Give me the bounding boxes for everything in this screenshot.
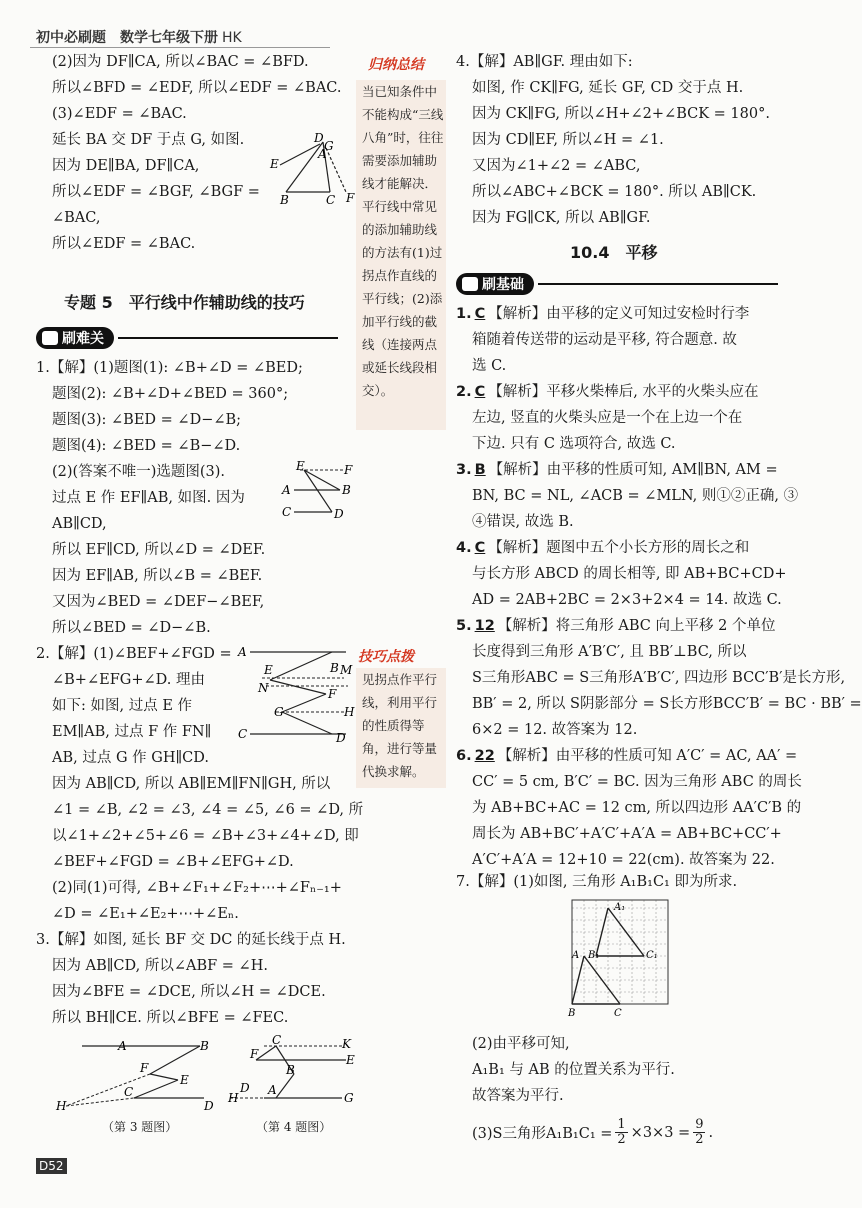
svg-text:H: H bbox=[344, 705, 355, 719]
q7-line: 故答案为平行. bbox=[472, 1088, 564, 1104]
basic-item-line: 6×2 = 12. 故答案为 12. bbox=[472, 722, 638, 738]
svg-text:B: B bbox=[286, 1063, 295, 1077]
explanation-text: 【解析】将三角形 ABC 向上平移 2 个单位 bbox=[497, 618, 776, 634]
q4-line: 因为 FG∥CK, 所以 AB∥GF. bbox=[472, 210, 651, 226]
basic-item-line: 左边, 竖直的火柴头应是一个在上边一个在 bbox=[472, 410, 743, 426]
svg-text:A: A bbox=[268, 1083, 277, 1097]
q3-line: 3.【解】如图, 延长 BF 交 DC 的延长线于点 H. bbox=[36, 932, 346, 948]
svg-text:C₁: C₁ bbox=[646, 950, 658, 961]
text-line: ∠BAC, bbox=[52, 210, 101, 226]
svg-text:C: C bbox=[124, 1085, 134, 1099]
figure-q2 bbox=[236, 644, 356, 744]
svg-text:A₁: A₁ bbox=[614, 902, 626, 913]
figure-caption: （第 3 题图） bbox=[102, 1120, 178, 1134]
answer-choice: C bbox=[474, 384, 486, 400]
basic-item-line: S三角形ABC = S三角形A′B′C′, 四边形 BCC′B′是长方形, bbox=[472, 670, 846, 686]
book-icon bbox=[462, 277, 478, 291]
svg-text:H: H bbox=[56, 1099, 67, 1113]
q2-line: ∠B+∠EFG+∠D. 理由 bbox=[52, 672, 205, 688]
q1-line: 题图(4): ∠BED = ∠B−∠D. bbox=[52, 438, 241, 454]
answer-choice: 12 bbox=[474, 618, 495, 634]
fraction-denominator: 2 bbox=[695, 1132, 704, 1147]
answer-choice: C bbox=[474, 540, 486, 556]
svg-text:K: K bbox=[342, 1037, 351, 1051]
side-note-title: 归纳总结 bbox=[368, 57, 424, 73]
svg-text:G: G bbox=[274, 705, 284, 719]
fraction-numerator: 9 bbox=[695, 1117, 704, 1132]
svg-text:D: D bbox=[204, 1099, 214, 1113]
q2-line: 以∠1+∠2+∠5+∠6 = ∠B+∠3+∠4+∠D, 即 bbox=[52, 828, 359, 844]
q2-line: 因为 AB∥CD, 所以 AB∥EM∥FN∥GH, 所以 bbox=[52, 776, 331, 792]
svg-text:N: N bbox=[258, 681, 269, 695]
figure-q7-grid bbox=[566, 896, 676, 1020]
section-title: 10.4 平移 bbox=[570, 243, 658, 262]
q2-line: EM∥AB, 过点 F 作 FN∥ bbox=[52, 724, 212, 740]
q4-line: 因为 CD∥EF, 所以∠H = ∠1. bbox=[472, 132, 664, 148]
svg-text:A: A bbox=[318, 147, 327, 161]
q3-line: 所以 BH∥CE. 所以∠BFE = ∠FEC. bbox=[52, 1010, 289, 1026]
svg-text:A: A bbox=[572, 950, 580, 961]
explanation-text: 【解析】由平移的定义可知过安检时行李 bbox=[488, 306, 750, 322]
explanation-text: 【解析】由平移的性质可知, AM∥BN, AM = bbox=[488, 462, 778, 478]
page-header bbox=[36, 27, 242, 47]
svg-text:F: F bbox=[140, 1061, 149, 1075]
fraction-numerator: 1 bbox=[617, 1117, 626, 1132]
q2-line: AB, 过点 G 作 GH∥CD. bbox=[52, 750, 209, 766]
svg-text:F: F bbox=[344, 463, 353, 477]
answer-choice: 22 bbox=[474, 748, 495, 764]
question-number: 2. bbox=[456, 384, 472, 400]
svg-text:M: M bbox=[340, 663, 353, 677]
basic-item-line: AD = 2AB+2BC = 2×3+2×4 = 14. 故选 C. bbox=[472, 592, 782, 608]
basic-item-line: BB′ = 2, 所以 S阴影部分 = S长方形BCC′B′ = BC · BB′ = bbox=[472, 696, 862, 712]
svg-text:D: D bbox=[336, 731, 346, 745]
q4-line: 如图, 作 CK∥FG, 延长 GF, CD 交于点 H. bbox=[472, 80, 744, 96]
explanation-text: 【解析】题图中五个小长方形的周长之和 bbox=[488, 540, 750, 556]
q1-line: 因为 EF∥AB, 所以∠B = ∠BEF. bbox=[52, 568, 263, 584]
text-line: 所以∠EDF = ∠BAC. bbox=[52, 236, 196, 252]
basic-item-line: 箱随着传送带的运动是平移, 符合题意. 故 bbox=[472, 332, 737, 348]
banner-hard-label: 刷难关 bbox=[62, 331, 104, 347]
fraction bbox=[615, 1118, 627, 1147]
q4-line: 4.【解】AB∥GF. 理由如下: bbox=[456, 54, 633, 70]
q2-line: 如下: 如图, 过点 E 作 bbox=[52, 698, 193, 714]
text-line: 因为 DE∥BA, DF∥CA, bbox=[52, 158, 200, 174]
book-icon bbox=[42, 331, 58, 345]
basic-item-first-line bbox=[456, 616, 775, 636]
q1-line: 又因为∠BED = ∠DEF−∠BEF, bbox=[52, 594, 265, 610]
q2-line: (2)同(1)可得, ∠B+∠F₁+∠F₂+⋯+∠Fₙ₋₁+ bbox=[52, 880, 342, 896]
basic-item-line: 周长为 AB+BC′+A′C′+A′A = AB+BC+CC′+ bbox=[472, 826, 782, 842]
explanation-text: 【解析】由平移的性质可知 A′C′ = AC, AA′ = bbox=[497, 748, 798, 764]
svg-text:B: B bbox=[568, 1008, 576, 1019]
q1-line: AB∥CD, bbox=[52, 516, 107, 532]
text-line: 延长 BA 交 DF 于点 G, 如图. bbox=[52, 132, 245, 148]
svg-text:D: D bbox=[314, 131, 324, 145]
basic-item-first-line bbox=[456, 746, 797, 766]
basic-item-line: 下边. 只有 C 选项符合, 故选 C. bbox=[472, 436, 676, 452]
svg-text:C: C bbox=[238, 727, 248, 741]
basic-item-line: BN, BC = NL, ∠ACB = ∠MLN, 则①②正确, ③ bbox=[472, 488, 799, 504]
figure-triangle-bac bbox=[268, 130, 358, 210]
header-tag: HK bbox=[222, 30, 242, 46]
q4-line: 又因为∠1+∠2 = ∠ABC, bbox=[472, 158, 641, 174]
basic-item-line: A′C′+A′A = 12+10 = 22(cm). 故答案为 22. bbox=[472, 852, 775, 868]
svg-text:B: B bbox=[342, 483, 351, 497]
side-note-text: 当已知条件中不能构成“三线八角”时，往往需要添加辅助线才能解决．平行线中常见的添加辅助线的方法有(1)过拐点作直线的平行线；(2)添加平行线的截线（连接两点或延长线段相交）。 bbox=[362, 84, 444, 398]
q1-line: 所以∠BED = ∠D−∠B. bbox=[52, 620, 211, 636]
header-title: 初中必刷题 数学七年级下册 bbox=[36, 30, 218, 46]
q7-line: (2)由平移可知, bbox=[472, 1036, 570, 1052]
question-number: 3. bbox=[456, 462, 472, 478]
svg-text:E: E bbox=[296, 459, 305, 473]
banner-basic-label: 刷基础 bbox=[482, 277, 524, 293]
q2-line: 2.【解】(1)∠BEF+∠FGD = bbox=[36, 646, 232, 662]
answer-choice: B bbox=[474, 462, 486, 478]
svg-text:H: H bbox=[228, 1091, 239, 1105]
q4-line: 所以∠ABC+∠BCK = 180°. 所以 AB∥CK. bbox=[472, 184, 757, 200]
q1-line: 所以 EF∥CD, 所以∠D = ∠DEF. bbox=[52, 542, 266, 558]
svg-text:C: C bbox=[272, 1033, 282, 1047]
q2-line: ∠1 = ∠B, ∠2 = ∠3, ∠4 = ∠5, ∠6 = ∠D, 所 bbox=[52, 802, 364, 818]
svg-text:E: E bbox=[346, 1053, 355, 1067]
question-number: 1. bbox=[456, 306, 472, 322]
svg-text:D: D bbox=[240, 1081, 250, 1095]
explanation-text: 【解析】平移火柴棒后, 水平的火柴头应在 bbox=[488, 384, 759, 400]
svg-text:C: C bbox=[282, 505, 292, 519]
svg-text:C: C bbox=[326, 193, 336, 207]
fraction bbox=[693, 1118, 705, 1147]
q3-line: 因为∠BFE = ∠DCE, 所以∠H = ∠DCE. bbox=[52, 984, 326, 1000]
question-number: 5. bbox=[456, 618, 472, 634]
q3-line: 因为 AB∥CD, 所以∠ABF = ∠H. bbox=[52, 958, 268, 974]
page-number: D52 bbox=[36, 1158, 67, 1174]
basic-item-first-line bbox=[456, 460, 778, 480]
header-rule bbox=[30, 47, 330, 48]
svg-text:B: B bbox=[280, 193, 289, 207]
question-number: 4. bbox=[456, 540, 472, 556]
answer-choice: C bbox=[474, 306, 486, 322]
text-line: (2)因为 DF∥CA, 所以∠BAC = ∠BFD. bbox=[52, 54, 309, 70]
basic-item-line: CC′ = 5 cm, B′C′ = BC. 因为三角形 ABC 的周长 bbox=[472, 774, 802, 790]
q7-area-formula: (3)S三角形A₁B₁C₁ = $\frac{1}{2}$ ×3×3 = $\frac{9}{2}$ . bbox=[472, 1117, 714, 1147]
svg-text:A: A bbox=[282, 483, 291, 497]
svg-text:F: F bbox=[250, 1047, 259, 1061]
svg-text:G: G bbox=[324, 139, 334, 153]
banner-hard bbox=[36, 326, 346, 350]
side-note-text: 见拐点作平行线，利用平行的性质得等角，进行等量代换求解。 bbox=[362, 672, 438, 779]
q4-line: 因为 CK∥FG, 所以∠H+∠2+∠BCK = 180°. bbox=[472, 106, 770, 122]
q1-line: 题图(2): ∠B+∠D+∠BED = 360°; bbox=[52, 386, 289, 402]
text-line: (3)∠EDF = ∠BAC. bbox=[52, 106, 187, 122]
q1-line: 题图(3): ∠BED = ∠D−∠B; bbox=[52, 412, 242, 428]
basic-item-first-line bbox=[456, 304, 749, 324]
figure-q4 bbox=[226, 1033, 356, 1116]
banner-basic bbox=[456, 272, 786, 296]
text-line: 所以∠EDF = ∠BGF, ∠BGF = bbox=[52, 184, 260, 200]
basic-item-line: 选 C. bbox=[472, 358, 507, 374]
svg-text:A: A bbox=[238, 645, 247, 659]
svg-text:A: A bbox=[118, 1039, 127, 1053]
question-number: 6. bbox=[456, 748, 472, 764]
q2-line: ∠BEF+∠FGD = ∠B+∠EFG+∠D. bbox=[52, 854, 294, 870]
figure-q3 bbox=[54, 1036, 224, 1116]
topic5-title: 专题 5 平行线中作辅助线的技巧 bbox=[64, 293, 305, 312]
q1-line: 过点 E 作 EF∥AB, 如图. 因为 bbox=[52, 490, 245, 506]
svg-text:B₁: B₁ bbox=[588, 950, 600, 961]
q7-formula-pre: (3)S三角形A₁B₁C₁ = bbox=[472, 1126, 613, 1142]
basic-item-line: 为 AB+BC+AC = 12 cm, 所以四边形 AA′C′B 的 bbox=[472, 800, 802, 816]
basic-item-line: 与长方形 ABCD 的周长相等, 即 AB+BC+CD+ bbox=[472, 566, 787, 582]
q7-formula-mid: ×3×3 = bbox=[630, 1124, 691, 1141]
svg-text:B: B bbox=[330, 661, 339, 675]
basic-item-first-line bbox=[456, 538, 749, 558]
q1-line: 1.【解】(1)题图(1): ∠B+∠D = ∠BED; bbox=[36, 360, 303, 376]
svg-text:F: F bbox=[328, 687, 337, 701]
svg-text:E: E bbox=[264, 663, 273, 677]
basic-item-line: 长度得到三角形 A′B′C′, 且 BB′⊥BC, 所以 bbox=[472, 644, 747, 660]
svg-text:E: E bbox=[180, 1073, 189, 1087]
fraction-denominator: 2 bbox=[617, 1132, 626, 1147]
figure-q1 bbox=[280, 460, 355, 522]
figure-caption: （第 4 题图） bbox=[256, 1120, 332, 1134]
svg-text:C: C bbox=[614, 1008, 622, 1019]
svg-text:B: B bbox=[200, 1039, 209, 1053]
svg-text:E: E bbox=[270, 157, 279, 171]
q1-line: (2)(答案不唯一)选题图(3). bbox=[52, 464, 226, 480]
side-note-title: 技巧点拨 bbox=[358, 649, 414, 665]
svg-text:G: G bbox=[344, 1091, 354, 1105]
svg-text:D: D bbox=[334, 507, 344, 521]
svg-text:F: F bbox=[346, 191, 355, 205]
q7-head: 7.【解】(1)如图, 三角形 A₁B₁C₁ 即为所求. bbox=[456, 874, 738, 890]
text-line: 所以∠BFD = ∠EDF, 所以∠EDF = ∠BAC. bbox=[52, 80, 342, 96]
q2-line: ∠D = ∠E₁+∠E₂+⋯+∠Eₙ. bbox=[52, 906, 239, 922]
basic-item-line: ④错误, 故选 B. bbox=[472, 514, 574, 530]
basic-item-first-line bbox=[456, 382, 758, 402]
q7-line: A₁B₁ 与 AB 的位置关系为平行. bbox=[472, 1062, 675, 1078]
